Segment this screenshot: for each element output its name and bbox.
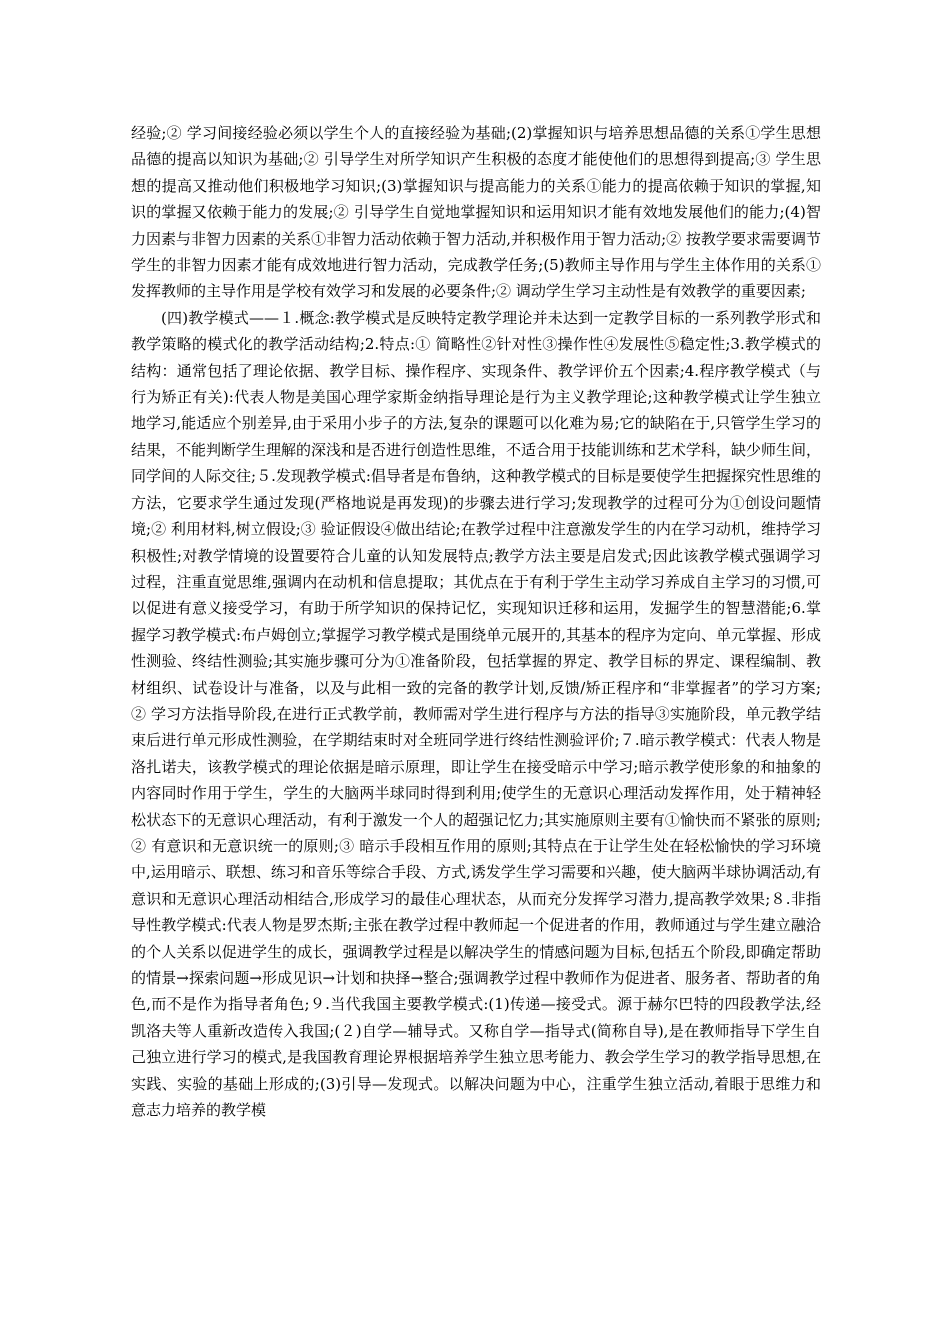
document-body	[131, 120, 821, 1123]
body-paragraph: 经验;② 学习间接经验必须以学生个人的直接经验为基础;(2)掌握知识与培养思想品德的关系①学生思想品德的提高以知识为基础;② 引导学生对所学知识产生积极的态度才能使他们的思想得到提高;③ 学生思想的提高又推动他们积极地学习知识;(3)掌握知识与提高能力的关系①能力的提高依赖于知识的掌握,知识的掌握又依赖于能力的发展;② 引导学生自觉地掌握知识和运用知识才能有效地发展他们的能力;(4)智力因素与非智力因素的关系①非智力活动依赖于智力活动,并积极作用于智力活动;② 按教学要求需要调节学生的非智力因素才能有成效地进行智力活动，完成教学任务;(5)教师主导作用与学生主体作用的关系①发挥教师的主导作用是学校有效学习和发展的必要条件;② 调动学生学习主动性是有效教学的重要因素;	[131, 124, 821, 301]
teaching-models-paragraph: (四)教学模式——１.概念:教学模式是反映特定教学理论并未达到一定教学目标的一系列教学形式和教学策略的模式化的教学活动结构;2.特点:① 简略性②针对性③操作性④发展性⑤稳定性;3.教学模式的结构：通常包括了理论依据、教学目标、操作程序、实现条件、教学评价五个因素;4.程序教学模式（与行为矫正有关):代表人物是美国心理学家斯金纳指导理论是行为主义教学理论;这种教学模式让学生独立地学习,能适应个别差异,由于采用小步子的方法,复杂的课题可以化难为易;它的缺陷在于,只管学生学习的结果，不能判断学生理解的深浅和是否进行创造性思维，不适合用于技能训练和艺术学科，缺少师生间，同学间的人际交往;５.发现教学模式:倡导者是布鲁纳，这种教学模式的目标是要使学生把握探究性思维的方法，它要求学生通过发现(严格地说是再发现)的步骤去进行学习;发现教学的过程可分为①创设问题情境;② 利用材料,树立假设;③ 验证假设④做出结论;在教学过程中注意激发学生的内在学习动机，维持学习积极性;对教学情境的设置要符合儿童的认知发展特点;教学方法主要是启发式;因此该教学模式强调学习过程，注重直觉思维,强调内在动机和信息提取；其优点在于有利于学生主动学习养成自主学习的习惯,可以促进有意义接受学习，有助于所学知识的保持记忆，实现知识迁移和运用，发掘学生的智慧潜能;6.掌握学习教学模式:布卢姆创立;掌握学习教学模式是围绕单元展开的,其基本的程序为定向、单元掌握、形成性测验、终结性测验;其实施步骤可分为①准备阶段，包括掌握的界定、教学目标的界定、课程编制、教材组织、试卷设计与准备，以及与此相一致的完备的教学计划,反馈/矫正程序和“非掌握者”的学习方案;② 学习方法指导阶段,在进行正式教学前，教师需对学生进行程序与方法的指导③实施阶段，单元教学结束后进行单元形成性测验，在学期结束时对全班同学进行终结性测验评价;７.暗示教学模式：代表人物是洛扎诺夫，该教学模式的理论依据是暗示原理，即让学生在接受暗示中学习;暗示教学使形象的和抽象的内容同时作用于学生，学生的大脑两半球同时得到利用;使学生的无意识心理活动发挥作用，处于精神轻松状态下的无意识心理活动，有利于激发一个人的超强记忆力;其实施原则主要有①愉快而不紧张的原则;② 有意识和无意识统一的原则;③ 暗示手段相互作用的原则;其特点在于让学生处在轻松愉快的学习环境中,运用暗示、联想、练习和音乐等综合手段、方式,诱发学生学习需要和兴趣，使大脑两半球协调活动,有意识和无意识心理活动相结合,形成学习的最佳心理状态，从而充分发挥学习潜力,提高教学效果;８.非指导性教学模式:代表人物是罗杰斯;主张在教学过程中教师起一个促进者的作用，教师通过与学生建立融洽的个人关系以促进学生的成长，强调教学过程是以解决学生的情感问题为目标,包括五个阶段,即确定帮助的情景→探索问题→形成见识→计划和抉择→整合;强调教学过程中教师作为促进者、服务者、帮助者的角色,而不是作为指导者角色;９.当代我国主要教学模式:(1)传递—接受式。源于赫尔巴特的四段教学法,经凯洛夫等人重新改造传入我国;(２)自学—辅导式。又称自学—指导式(简称自导),是在教师指导下学生自己独立进行学习的模式,是我国教育理论界根据培养学生独立思考能力、教会学生学习的教学指导思想,在实践、实验的基础上形成的;(3)引导—发现式。以解决问题为中心，注重学生独立活动,着眼于思维力和意志力培养的教学模	[131, 308, 822, 1120]
